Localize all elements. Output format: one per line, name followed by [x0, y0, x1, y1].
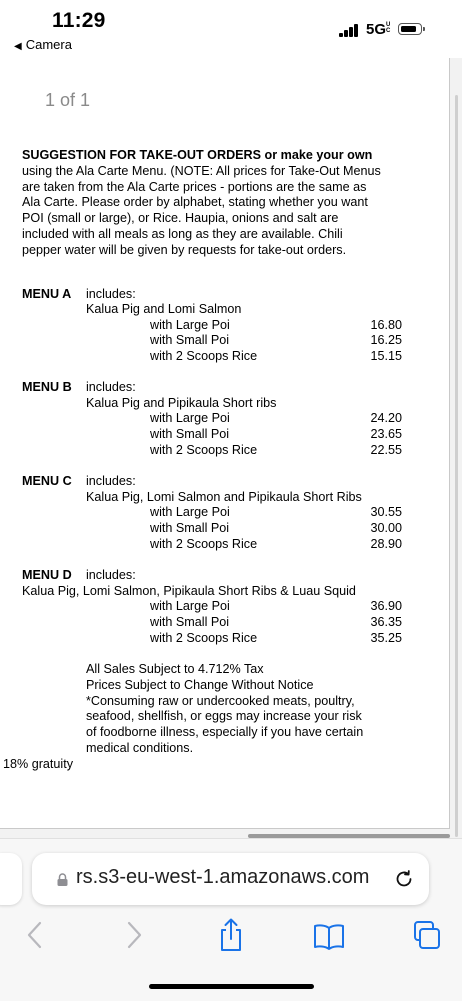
menu-a-option: with Small Poi — [150, 333, 230, 347]
back-to-app-link[interactable] — [14, 37, 72, 52]
menu-b-label: MENU B — [22, 380, 72, 394]
notes-block — [86, 662, 363, 757]
menu-a-price: 16.25 — [370, 333, 402, 347]
share-icon[interactable] — [211, 917, 251, 953]
address-bar[interactable] — [32, 853, 429, 905]
note-line: All Sales Subject to 4.712% Tax — [86, 662, 264, 676]
back-icon[interactable] — [15, 917, 55, 953]
intro-heading: SUGGESTION FOR TAKE-OUT ORDERS or make your own — [22, 148, 373, 162]
note-line: Prices Subject to Change Without Notice — [86, 677, 314, 692]
menu-d-option: with Small Poi — [150, 615, 230, 629]
menu-c-items: Kalua Pig, Lomi Salmon and Pipikaula Short Ribs — [86, 490, 362, 504]
status-time: 11:29 — [52, 9, 106, 32]
battery-tip — [423, 27, 425, 31]
previous-tab-preview[interactable] — [0, 853, 22, 905]
url-text: rs.s3-eu-west-1.amazonaws.com — [76, 866, 370, 888]
bookmarks-icon[interactable] — [309, 917, 349, 953]
menu-a-price: 16.80 — [370, 318, 402, 332]
gratuity-note: 18% gratuity — [3, 757, 74, 771]
back-triangle-icon: ◀ — [14, 41, 22, 52]
battery-icon — [398, 23, 422, 35]
reload-icon[interactable] — [393, 868, 415, 890]
intro-line: POI (small or large), or Rice. Haupia, onions and salt are — [22, 211, 339, 226]
note-line: *Consuming raw or undercooked meats, poultry, — [86, 693, 355, 708]
note-line: medical conditions. — [86, 740, 194, 755]
menu-d-price: 35.25 — [370, 631, 402, 645]
menu-b-price: 23.65 — [370, 427, 402, 441]
menu-b-items: Kalua Pig and Pipikaula Short ribs — [86, 396, 277, 410]
menu-d-items: Kalua Pig, Lomi Salmon, Pipikaula Short Ribs & Luau Squid — [22, 584, 356, 598]
menu-b-price: 22.55 — [370, 443, 402, 457]
menu-d-includes: includes: — [86, 568, 136, 582]
intro-line: Ala Carte. Please order by alphabet, stating whether you want — [22, 195, 368, 210]
pdf-page — [0, 58, 450, 829]
menu-a-includes: includes: — [86, 287, 136, 301]
menu-c-option: with Small Poi — [150, 521, 230, 535]
menu-c-price: 30.55 — [370, 505, 402, 519]
menu-a-option: with 2 Scoops Rice — [150, 349, 258, 363]
menu-b-option: with 2 Scoops Rice — [150, 443, 258, 457]
menu-d-option: with 2 Scoops Rice — [150, 631, 258, 645]
intro-line: pepper water will be given by requests for take-out orders. — [22, 242, 347, 257]
menu-d-option: with Large Poi — [150, 599, 230, 613]
menu-b-includes: includes: — [86, 380, 136, 394]
menu-a-label: MENU A — [22, 287, 72, 301]
lock-icon — [57, 873, 68, 886]
page-counter: 1 of 1 — [45, 90, 91, 110]
menu-b-option: with Large Poi — [150, 411, 230, 425]
network-suffix: UC — [386, 22, 391, 34]
menu-d-label: MENU D — [22, 568, 72, 582]
intro-paragraph — [22, 148, 442, 259]
note-line: of foodborne illness, especially if you have certain — [86, 725, 364, 740]
menu-c-label: MENU C — [22, 474, 72, 488]
menu-c-price: 28.90 — [370, 537, 402, 551]
intro-line: using the Ala Carte Menu. (NOTE: All prices for Take-Out Menus — [22, 163, 381, 178]
menu-b-price: 24.20 — [370, 411, 402, 425]
home-indicator[interactable] — [149, 984, 314, 989]
browser-toolbar — [0, 838, 462, 1001]
tabs-icon[interactable] — [406, 917, 446, 953]
back-app-label: Camera — [25, 37, 72, 52]
pdf-viewer[interactable] — [0, 58, 462, 848]
vertical-scrollbar[interactable] — [455, 95, 458, 837]
intro-line: included with all meals as long as they are available. Chili — [22, 226, 343, 241]
network-label: 5G — [366, 21, 387, 38]
menu-a-items: Kalua Pig and Lomi Salmon — [86, 302, 242, 316]
status-bar — [0, 0, 462, 58]
forward-icon[interactable] — [114, 917, 154, 953]
network-type — [366, 21, 392, 38]
menu-c-option: with Large Poi — [150, 505, 230, 519]
menu-c-option: with 2 Scoops Rice — [150, 537, 258, 551]
menu-c-price: 30.00 — [370, 521, 402, 535]
menu-d-price: 36.35 — [370, 615, 402, 629]
cell-signal-icon — [339, 24, 359, 37]
intro-line: are taken from the Ala Carte prices - portions are the same as — [22, 179, 367, 194]
menu-d-price: 36.90 — [370, 599, 402, 613]
menu-a-price: 15.15 — [370, 349, 402, 363]
note-line: seafood, shellfish, or eggs may increase your risk — [86, 709, 362, 724]
menu-a-option: with Large Poi — [150, 318, 230, 332]
menu-b-option: with Small Poi — [150, 427, 230, 441]
menu-c-includes: includes: — [86, 474, 136, 488]
